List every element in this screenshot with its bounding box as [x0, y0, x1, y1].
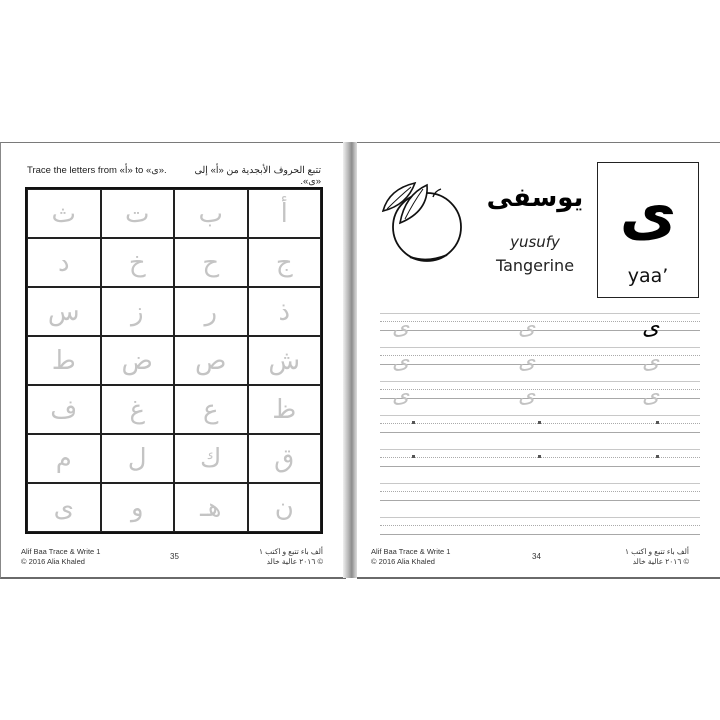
grid-cell: ب — [174, 189, 248, 238]
practice-row — [380, 513, 700, 547]
grid-cell: ض — [101, 336, 175, 385]
word-transliteration: yusufy — [510, 233, 560, 251]
grid-cell: خ — [101, 238, 175, 287]
trace-letter: ى — [642, 349, 660, 374]
letter-tracing-grid — [25, 187, 323, 534]
grid-cell: ح — [174, 238, 248, 287]
footer-title-arabic: ألف باء تتبع و اكتب ١ — [259, 547, 323, 556]
grid-cell: ى — [27, 483, 101, 532]
footer-english — [371, 547, 450, 567]
grid-cell: ص — [174, 336, 248, 385]
grid-cell: ذ — [248, 287, 322, 336]
trace-letter: ى — [642, 383, 660, 408]
trace-letter: ى — [392, 315, 410, 340]
grid-cell: ط — [27, 336, 101, 385]
practice-row — [380, 377, 700, 411]
left-page — [0, 142, 346, 579]
start-dot-icon — [538, 421, 541, 424]
tangerine-illustration — [375, 171, 465, 265]
footer-arabic — [233, 547, 323, 567]
start-dot-icon — [412, 421, 415, 424]
footer-title: Alif Baa Trace & Write 1 — [371, 547, 451, 556]
practice-row — [380, 411, 700, 445]
start-dot-icon — [412, 455, 415, 458]
instruction-arabic: تتبع الحروف الأبجدية من «أ» إلى «ى». — [194, 165, 321, 187]
start-dot-icon — [656, 421, 659, 424]
grid-cell: ف — [27, 385, 101, 434]
grid-cell: ق — [248, 434, 322, 483]
footer-title: Alif Baa Trace & Write 1 — [21, 547, 101, 556]
right-page — [357, 142, 720, 579]
page-number: 35 — [170, 552, 179, 561]
grid-cell: أ — [248, 189, 322, 238]
grid-cell: م — [27, 434, 101, 483]
page-number: 34 — [532, 552, 541, 561]
practice-lines — [380, 309, 700, 547]
footer-copyright: © 2016 Alia Khaled — [371, 557, 435, 566]
letter-name: yaa’ — [627, 265, 669, 287]
word-arabic: يوسفى — [486, 183, 584, 213]
open-workbook — [0, 142, 720, 578]
trace-letter: ى — [518, 315, 536, 340]
grid-cell: و — [101, 483, 175, 532]
grid-cell: ش — [248, 336, 322, 385]
grid-cell: غ — [101, 385, 175, 434]
featured-letter-box — [597, 162, 699, 298]
practice-row — [380, 309, 700, 343]
grid-cell: د — [27, 238, 101, 287]
footer-copyright: © 2016 Alia Khaled — [21, 557, 85, 566]
grid-cell: هـ — [174, 483, 248, 532]
start-dot-icon — [656, 455, 659, 458]
trace-letter: ى — [392, 349, 410, 374]
grid-cell: ظ — [248, 385, 322, 434]
featured-letter: ى — [619, 176, 677, 249]
practice-row — [380, 479, 700, 513]
instruction-english: Trace the letters from «أ» to «ى». — [27, 165, 167, 176]
grid-cell: ع — [174, 385, 248, 434]
grid-cell: ك — [174, 434, 248, 483]
footer-title-arabic: ألف باء تتبع و اكتب ١ — [625, 547, 689, 556]
footer-english — [21, 547, 100, 567]
word-english: Tangerine — [495, 256, 575, 275]
footer-arabic — [599, 547, 689, 567]
grid-cell: ن — [248, 483, 322, 532]
grid-cell: ز — [101, 287, 175, 336]
grid-cell: ل — [101, 434, 175, 483]
start-dot-icon — [538, 455, 541, 458]
grid-cell: ج — [248, 238, 322, 287]
practice-row — [380, 343, 700, 377]
grid-cell: ت — [101, 189, 175, 238]
trace-letter: ى — [518, 383, 536, 408]
model-letter: ى — [642, 315, 660, 340]
practice-row — [380, 445, 700, 479]
footer-copyright-arabic: © ٢٠١٦ عالية خالد — [632, 557, 689, 566]
grid-cell: س — [27, 287, 101, 336]
footer-copyright-arabic: © ٢٠١٦ عالية خالد — [266, 557, 323, 566]
grid-cell: ر — [174, 287, 248, 336]
grid-cell: ث — [27, 189, 101, 238]
trace-letter: ى — [518, 349, 536, 374]
trace-letter: ى — [392, 383, 410, 408]
